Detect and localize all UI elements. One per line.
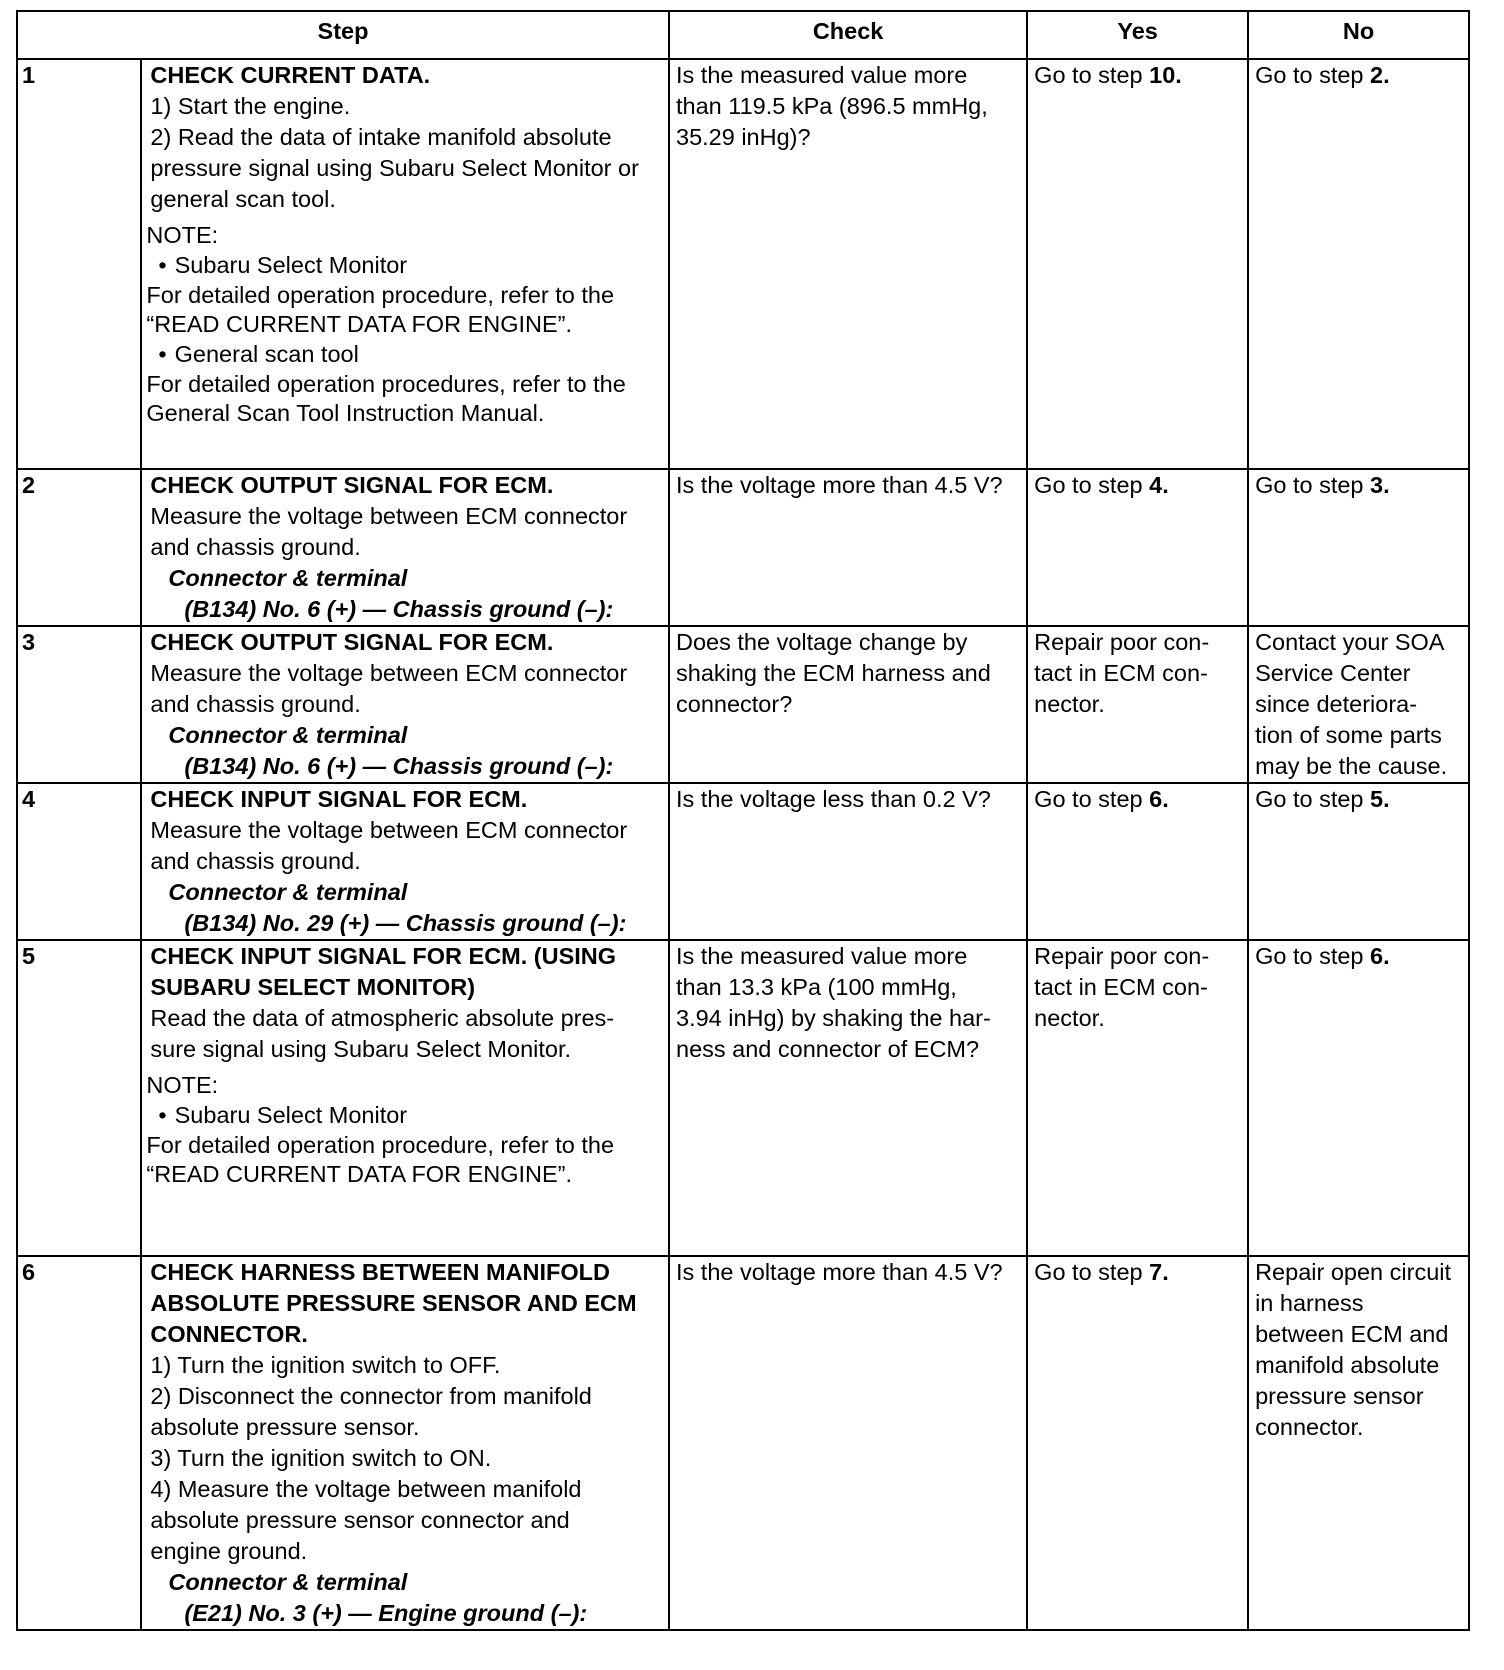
step-title: CHECK INPUT SIGNAL FOR ECM.	[150, 786, 528, 812]
connector-label: Connector & terminal	[168, 565, 408, 591]
connector-terminal: (B134) No. 6 (+) — Chassis ground (–):	[184, 596, 614, 622]
note-block	[146, 1071, 662, 1189]
check-line: Is the voltage less than 0.2 V?	[676, 786, 991, 812]
connector-terminal: (B134) No. 29 (+) — Chassis ground (–):	[184, 910, 627, 936]
instruction-line: absolute pressure sensor.	[150, 1414, 420, 1440]
yes-cell	[1027, 783, 1248, 940]
note-line: For detailed operation procedure, refer to the	[146, 282, 615, 308]
step-number: 6	[17, 1256, 141, 1630]
note-line: General Scan Tool Instruction Manual.	[146, 400, 545, 426]
no-text: Go to step	[1255, 786, 1371, 812]
no-line: manifold absolute	[1255, 1352, 1440, 1378]
step-cell	[141, 940, 669, 1256]
step-title: CHECK OUTPUT SIGNAL FOR ECM.	[150, 629, 554, 655]
yes-cell	[1027, 59, 1248, 469]
yes-cell	[1027, 940, 1248, 1256]
step-title: ABSOLUTE PRESSURE SENSOR AND ECM	[150, 1290, 637, 1316]
note-bullet: • Subaru Select Monitor	[146, 250, 662, 281]
check-line: Is the measured value more	[676, 62, 968, 88]
instruction-line: and chassis ground.	[150, 534, 361, 560]
no-cell	[1248, 469, 1469, 626]
check-line: ness and connector of ECM?	[676, 1036, 980, 1062]
yes-step-ref: 10.	[1149, 62, 1182, 88]
note-line: For detailed operation procedures, refer to the	[146, 371, 626, 397]
table-row	[17, 1256, 1469, 1630]
table-row	[17, 59, 1469, 469]
check-line: than 13.3 kPa (100 mmHg,	[676, 974, 957, 1000]
step-cell	[141, 1256, 669, 1630]
instruction-line: general scan tool.	[150, 186, 336, 212]
instruction-line: 4) Measure the voltage between manifold	[150, 1476, 582, 1502]
step-number: 3	[17, 626, 141, 783]
connector-terminal: (B134) No. 6 (+) — Chassis ground (–):	[184, 753, 614, 779]
instruction-line: 1) Start the engine.	[150, 93, 351, 119]
no-text: Go to step	[1255, 62, 1371, 88]
note-label: NOTE:	[146, 1072, 219, 1098]
no-text: Go to step	[1255, 943, 1371, 969]
check-line: Is the voltage more than 4.5 V?	[676, 472, 1003, 498]
step-title: CHECK CURRENT DATA.	[150, 62, 431, 88]
step-cell	[141, 59, 669, 469]
check-line: than 119.5 kPa (896.5 mmHg,	[676, 93, 988, 119]
no-step-ref: 6.	[1370, 943, 1390, 969]
no-step-ref: 2.	[1370, 62, 1390, 88]
table-row	[17, 940, 1469, 1256]
step-number: 4	[17, 783, 141, 940]
no-cell	[1248, 59, 1469, 469]
table-row	[17, 783, 1469, 940]
instruction-line: engine ground.	[150, 1538, 308, 1564]
check-cell	[669, 469, 1027, 626]
connector-label: Connector & terminal	[168, 1569, 408, 1595]
no-line: pressure sensor	[1255, 1383, 1424, 1409]
table-row	[17, 469, 1469, 626]
check-line: 3.94 inHg) by shaking the har-	[676, 1005, 991, 1031]
instruction-line: Measure the voltage between ECM connector	[150, 817, 628, 843]
yes-text: Go to step	[1034, 472, 1150, 498]
step-number: 5	[17, 940, 141, 1256]
check-line: Is the measured value more	[676, 943, 968, 969]
no-step-ref: 5.	[1370, 786, 1390, 812]
step-cell	[141, 626, 669, 783]
no-line: connector.	[1255, 1414, 1364, 1440]
no-line: tion of some parts	[1255, 722, 1442, 748]
header-no: No	[1248, 11, 1469, 59]
instruction-line: 3) Turn the ignition switch to ON.	[150, 1445, 492, 1471]
yes-line: nector.	[1034, 691, 1105, 717]
step-title: SUBARU SELECT MONITOR)	[150, 974, 476, 1000]
yes-line: Repair poor con-	[1034, 943, 1210, 969]
no-line: may be the cause.	[1255, 753, 1448, 779]
check-cell	[669, 1256, 1027, 1630]
header-yes: Yes	[1027, 11, 1248, 59]
instruction-line: absolute pressure sensor connector and	[150, 1507, 570, 1533]
step-title: CHECK OUTPUT SIGNAL FOR ECM.	[150, 472, 554, 498]
step-number: 1	[17, 59, 141, 469]
check-cell	[669, 59, 1027, 469]
no-line: Contact your SOA	[1255, 629, 1445, 655]
note-bullet: • Subaru Select Monitor	[146, 1100, 662, 1131]
yes-step-ref: 6.	[1149, 786, 1169, 812]
instruction-line: pressure signal using Subaru Select Monitor or	[150, 155, 639, 181]
instruction-line: Measure the voltage between ECM connector	[150, 660, 628, 686]
no-cell	[1248, 783, 1469, 940]
note-block	[146, 221, 662, 428]
table-row	[17, 626, 1469, 783]
check-line: connector?	[676, 691, 793, 717]
no-text: Go to step	[1255, 472, 1371, 498]
yes-cell	[1027, 469, 1248, 626]
yes-text: Go to step	[1034, 786, 1150, 812]
header-check: Check	[669, 11, 1027, 59]
check-line: shaking the ECM harness and	[676, 660, 991, 686]
yes-line: Repair poor con-	[1034, 629, 1210, 655]
step-cell	[141, 469, 669, 626]
no-line: since deteriora-	[1255, 691, 1418, 717]
step-title: CONNECTOR.	[150, 1321, 308, 1347]
note-line: “READ CURRENT DATA FOR ENGINE”.	[146, 1161, 573, 1187]
check-cell	[669, 626, 1027, 783]
instruction-line: Measure the voltage between ECM connector	[150, 503, 628, 529]
instruction-line: and chassis ground.	[150, 691, 361, 717]
note-bullet: • General scan tool	[146, 339, 662, 370]
no-cell	[1248, 940, 1469, 1256]
no-line: Service Center	[1255, 660, 1411, 686]
yes-line: nector.	[1034, 1005, 1105, 1031]
note-line: For detailed operation procedure, refer to the	[146, 1132, 615, 1158]
instruction-line: 2) Disconnect the connector from manifold	[150, 1383, 592, 1409]
instruction-line: 1) Turn the ignition switch to OFF.	[150, 1352, 501, 1378]
yes-step-ref: 7.	[1149, 1259, 1169, 1285]
step-title: CHECK INPUT SIGNAL FOR ECM. (USING	[150, 943, 617, 969]
no-cell	[1248, 626, 1469, 783]
no-cell	[1248, 1256, 1469, 1630]
note-line: “READ CURRENT DATA FOR ENGINE”.	[146, 311, 573, 337]
check-line: Is the voltage more than 4.5 V?	[676, 1259, 1003, 1285]
no-line: Repair open circuit	[1255, 1259, 1452, 1285]
diagnostic-table	[16, 10, 1470, 1631]
yes-cell	[1027, 626, 1248, 783]
note-label: NOTE:	[146, 222, 219, 248]
check-cell	[669, 783, 1027, 940]
check-line: 35.29 inHg)?	[676, 124, 811, 150]
header-row	[17, 11, 1469, 59]
no-line: between ECM and	[1255, 1321, 1449, 1347]
yes-text: Go to step	[1034, 1259, 1150, 1285]
connector-label: Connector & terminal	[168, 722, 408, 748]
yes-text: Go to step	[1034, 62, 1150, 88]
step-cell	[141, 783, 669, 940]
yes-line: tact in ECM con-	[1034, 660, 1208, 686]
check-cell	[669, 940, 1027, 1256]
no-line: in harness	[1255, 1290, 1364, 1316]
yes-step-ref: 4.	[1149, 472, 1169, 498]
instruction-line: Read the data of atmospheric absolute pres-	[150, 1005, 615, 1031]
step-title: CHECK HARNESS BETWEEN MANIFOLD	[150, 1259, 610, 1285]
header-step: Step	[17, 11, 669, 59]
yes-line: tact in ECM con-	[1034, 974, 1208, 1000]
connector-label: Connector & terminal	[168, 879, 408, 905]
check-line: Does the voltage change by	[676, 629, 968, 655]
step-number: 2	[17, 469, 141, 626]
yes-cell	[1027, 1256, 1248, 1630]
instruction-line: sure signal using Subaru Select Monitor.	[150, 1036, 572, 1062]
instruction-line: 2) Read the data of intake manifold absolute	[150, 124, 612, 150]
no-step-ref: 3.	[1370, 472, 1390, 498]
connector-terminal: (E21) No. 3 (+) — Engine ground (–):	[184, 1600, 588, 1626]
instruction-line: and chassis ground.	[150, 848, 361, 874]
